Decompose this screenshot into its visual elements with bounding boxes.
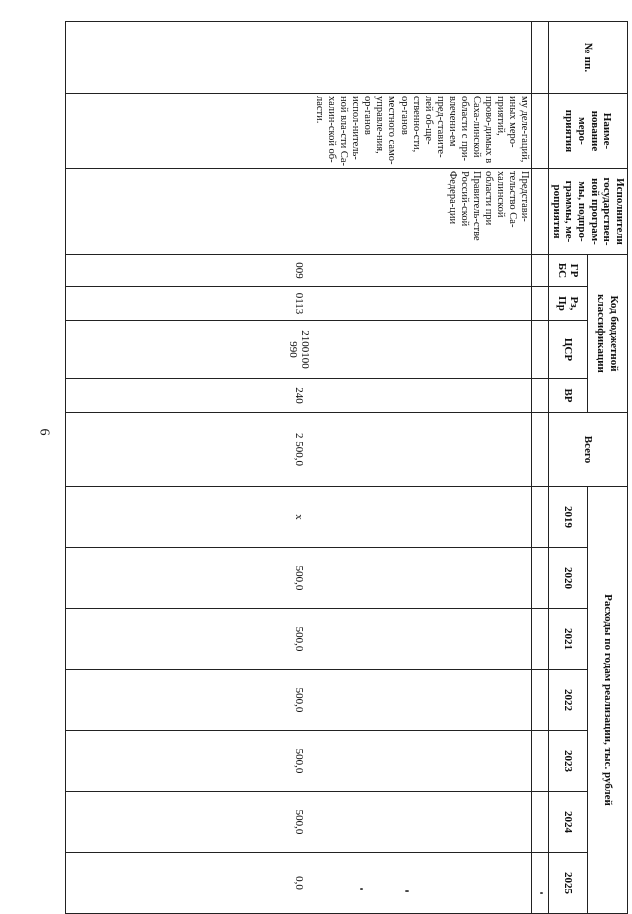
cell-no [66, 22, 532, 94]
col-header-csr: ЦСР [549, 321, 587, 379]
cell-year: x [66, 487, 532, 548]
col-header-year: 2025 [549, 853, 587, 914]
page-number: 6 [36, 428, 52, 436]
rotated-table-wrapper [70, 21, 628, 894]
cell-vr: 240 [66, 379, 532, 413]
cell-year: 500,0 [66, 548, 532, 609]
cell-csr: 2100100 990 [66, 321, 532, 379]
col-header-grbs: ГР БС [549, 255, 587, 287]
cell-total: 2 500,0 [66, 413, 532, 487]
cell-year: 500,0 [66, 731, 532, 792]
budget-table [65, 21, 628, 914]
col-header-vr: ВР [549, 379, 587, 413]
col-header-expenses: Расходы по годам реализации, тыс. рублей [587, 487, 627, 914]
cell-year: 0,0 [66, 853, 532, 914]
col-header-year: 2019 [549, 487, 587, 548]
col-header-year: 2020 [549, 548, 587, 609]
col-header-year: 2021 [549, 609, 587, 670]
cell-grbs: 009 [66, 255, 532, 287]
cell-name: му деле-гаций, иных меро-приятий, прово-димых в Саха-линской области с при-влечени-ем пред-ставите-лей об-ще-ственно-сти, ор-ганов местного само-управле-ния, ор-ганов испол-нитель-ной вла-сти Са-халин-ской об-ласти. [66, 94, 532, 169]
col-header-no: № пп. [549, 22, 628, 94]
spacer-row [532, 22, 549, 914]
col-header-year: 2023 [549, 731, 587, 792]
col-header-total: Всего [549, 413, 628, 487]
col-header-year: 2024 [549, 792, 587, 853]
col-header-executors: Исполнители государствен-ной програм-мы, подпро-граммы, ме-роприятия [549, 169, 628, 255]
col-header-year: 2022 [549, 670, 587, 731]
col-header-budget-code: Код бюджетной классификации [587, 255, 627, 413]
col-header-rz-pr: Рз, Пр [549, 287, 587, 321]
cell-year: 500,0 [66, 670, 532, 731]
cell-year: 500,0 [66, 792, 532, 853]
cell-executor: Представи-тельство Са-халинской области при Правитель-стве Россий-ской Федера-ции [66, 169, 532, 255]
cell-year: 500,0 [66, 609, 532, 670]
table-row [66, 22, 532, 914]
cell-rz-pr: 0113 [66, 287, 532, 321]
col-header-name: Наиме-нование меро-приятия [549, 94, 628, 169]
